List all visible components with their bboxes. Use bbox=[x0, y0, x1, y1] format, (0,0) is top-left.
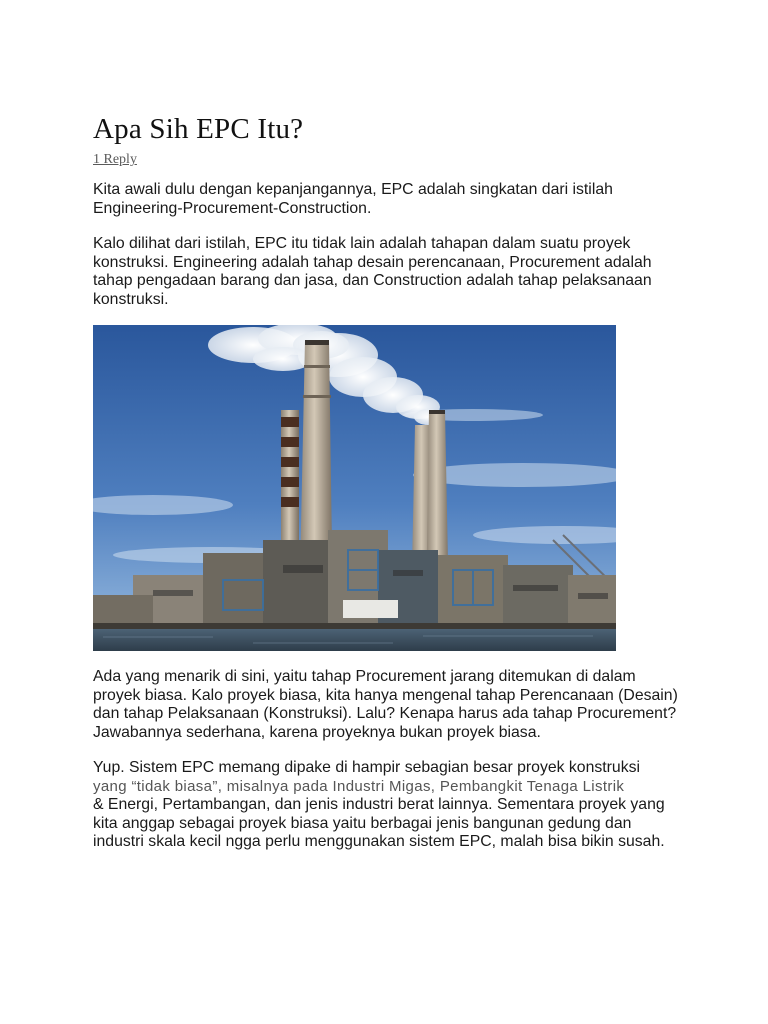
paragraph-epc-usage-rest: & Energi, Pertambangan, dan jenis industri berat lainnya. Sementara proyek yang kita anggap sebagai proyek biasa yaitu berbagai jenis bangunan gedung dan industri skala kecil ngga perlu menggunakan sistem EPC, malah bisa bikin susah. bbox=[93, 796, 665, 850]
paragraph-definition: Kalo dilihat dari istilah, EPC itu tidak lain adalah tahapan dalam suatu proyek konstruksi. Engineering adalah tahap desain perencanaan, Procurement adalah tahap pengadaan barang dan jasa, dan Construction adalah tahap pelaksanaan konstruksi. bbox=[93, 235, 652, 308]
page-title: Apa Sih EPC Itu? bbox=[93, 113, 304, 145]
paragraph-epc-usage-line-2: yang “tidak biasa”, misalnya pada Industri Migas, Pembangkit Tenaga Listrik bbox=[93, 777, 625, 795]
power-plant-photo bbox=[93, 325, 616, 651]
article bbox=[93, 108, 683, 852]
paragraph-epc-usage-line-1: Yup. Sistem EPC memang dipake di hampir sebagian besar proyek konstruksi bbox=[93, 759, 641, 776]
reply-link[interactable]: 1 Reply bbox=[93, 152, 137, 167]
paragraph-procurement: Ada yang menarik di sini, yaitu tahap Procurement jarang ditemukan di dalam proyek biasa. Kalo proyek biasa, kita hanya mengenal tahap Perencanaan (Desain) dan tahap Pelaksanaan (Konstruksi). Lalu? Kenapa harus ada tahap Procurement? Jawabannya sederhana, karena proyeknya bukan proyek biasa. bbox=[93, 668, 678, 741]
paragraph-epc-usage bbox=[93, 759, 683, 852]
paragraph-intro: Kita awali dulu dengan kepanjangannya, EPC adalah singkatan dari istilah Engineering-Procurement-Construction. bbox=[93, 181, 613, 217]
